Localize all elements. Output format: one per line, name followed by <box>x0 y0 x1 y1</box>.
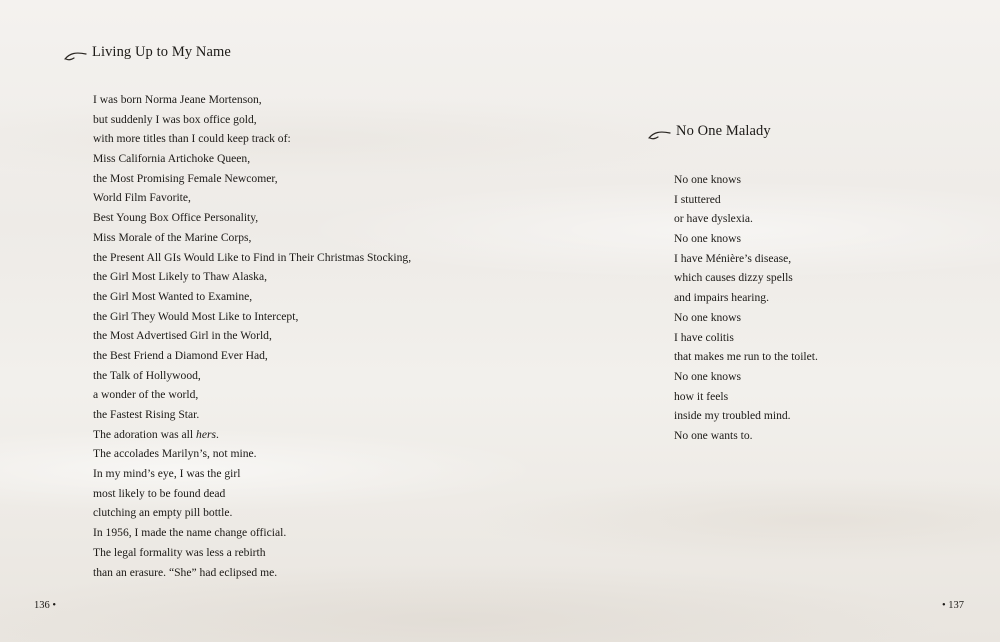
poem-line: the Best Friend a Diamond Ever Had, <box>93 348 268 362</box>
poem-line: the Girl Most Likely to Thaw Alaska, <box>93 270 267 284</box>
poem-line: with more titles than I could keep track of: <box>93 132 291 146</box>
poem-line: The adoration was all hers. <box>93 427 219 441</box>
poem-line: the Girl They Would Most Like to Intercept, <box>93 309 299 323</box>
poem-title: Living Up to My Name <box>92 43 231 60</box>
poem-line: Best Young Box Office Personality, <box>93 211 259 225</box>
poem-line: the Fastest Rising Star. <box>93 408 200 421</box>
poem-line: Miss California Artichoke Queen, <box>93 152 251 166</box>
poem-line: Miss Morale of the Marine Corps, <box>93 230 252 244</box>
poem-line: how it feels <box>674 389 729 403</box>
poem-line: No one knows <box>674 232 741 246</box>
poem-line: the Present All GIs Would Like to Find in Their Christmas Stocking, <box>93 250 412 264</box>
poem-line: No one knows <box>674 173 741 186</box>
poem-title-row <box>64 43 231 61</box>
poem-line: In 1956, I made the name change official. <box>93 526 287 540</box>
page-number: • 137 <box>941 600 964 611</box>
poem-line: No one wants to. <box>674 428 753 442</box>
poem-line: but suddenly I was box office gold, <box>93 112 257 126</box>
poem-line: World Film Favorite, <box>93 191 191 205</box>
poem-line: most likely to be found dead <box>93 486 226 500</box>
poem-line: I was born Norma Jeane Mortenson, <box>93 93 262 106</box>
poem-line: The accolades Marilyn’s, not mine. <box>93 447 257 461</box>
poem-line: the Talk of Hollywood, <box>93 368 201 382</box>
poem-line: The legal formality was less a rebirth <box>93 545 266 559</box>
poem-line: No one knows <box>674 369 741 383</box>
right-page <box>500 0 1000 642</box>
swash-ornament-icon <box>648 128 672 140</box>
poem-body <box>674 170 818 446</box>
poem-title-row <box>648 122 771 140</box>
poem-line: No one knows <box>674 310 741 324</box>
swash-ornament-icon <box>64 49 88 61</box>
poem-line: which causes dizzy spells <box>674 271 793 285</box>
page-number: 136 • <box>34 600 57 611</box>
poem-line: I have colitis <box>674 330 734 344</box>
poem-line: clutching an empty pill bottle. <box>93 506 233 520</box>
poem-line: that makes me run to the toilet. <box>674 350 818 364</box>
poem-line: the Girl Most Wanted to Examine, <box>93 289 253 303</box>
poem-line: or have dyslexia. <box>674 212 753 226</box>
poem-line: than an erasure. “She” had eclipsed me. <box>93 565 278 579</box>
poem-line: the Most Promising Female Newcomer, <box>93 171 278 185</box>
poem-line: inside my troubled mind. <box>674 409 791 423</box>
poem-line: I have Ménière’s disease, <box>674 251 792 265</box>
poem-line: a wonder of the world, <box>93 388 199 402</box>
poem-line: In my mind’s eye, I was the girl <box>93 467 241 481</box>
poem-line: the Most Advertised Girl in the World, <box>93 329 272 343</box>
poem-line: and impairs hearing. <box>674 291 769 305</box>
poem-title: No One Malady <box>676 122 771 139</box>
poem-line: I stuttered <box>674 192 721 206</box>
poem-body <box>93 90 411 582</box>
